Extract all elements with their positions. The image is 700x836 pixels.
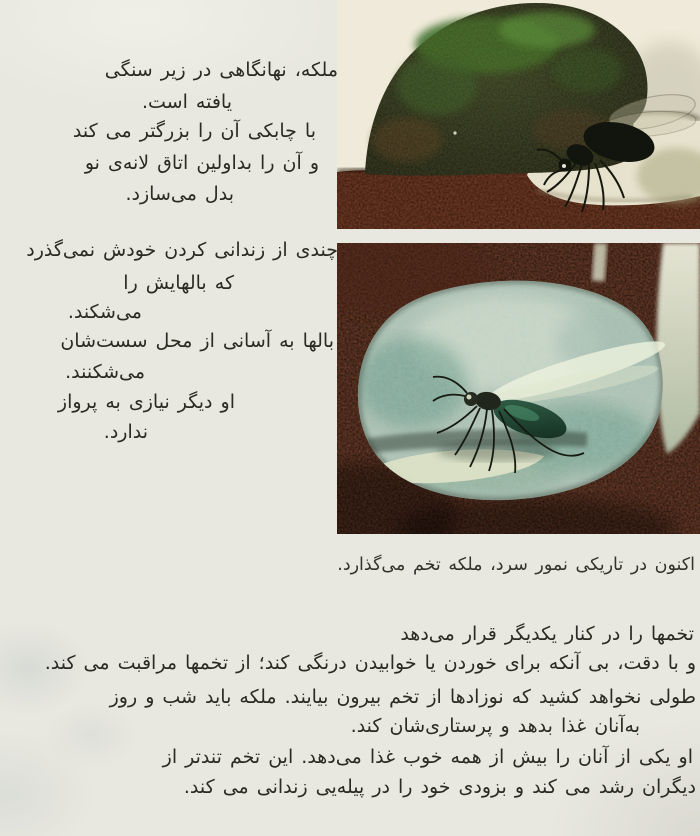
text-line: بالها به آسانی از محل سست‌شان [60, 330, 334, 352]
text-line: و آن را بداولین اتاق لانه‌ی نو [84, 152, 319, 174]
text-line: می‌شکنند. [65, 361, 145, 383]
light-shaft [657, 243, 700, 454]
illustration-underground-chamber [337, 243, 700, 534]
light-slit [592, 243, 608, 281]
text-line: او دیگر نیازی به پرواز [57, 391, 235, 413]
text-line: ملکه، نهانگاهی در زیر سنگی [104, 59, 338, 81]
text-line: با چابکی آن را بزرگتر می کند [72, 120, 316, 142]
text-line: می‌شکند. [67, 301, 142, 323]
text-line: یافته است. [141, 91, 232, 113]
text-line: تخمها را در کنار یکدیگر قرار می‌دهد [400, 623, 694, 645]
text-line: که بالهایش را [123, 272, 234, 294]
illustration-stone-hollow [337, 0, 700, 229]
text-line: دیگران رشد می کند و بزودی خود را در پیله‌یی زندانی می کند. [183, 776, 696, 798]
text-line: ندارد. [103, 421, 148, 443]
text-line: به‌آنان غذا بدهد و پرستاری‌شان کند. [350, 715, 640, 737]
image-caption: اکنون در تاریکی نمور سرد، ملکه تخم می‌گذارد. [337, 555, 695, 575]
text-line: بدل می‌سازد. [125, 183, 234, 205]
text-line: چندی از زندانی کردن خودش نمی‌گذرد [26, 239, 338, 261]
text-line: و با دقت، بی آنکه برای خوردن یا خوابیدن درنگی کند؛ از تخمها مراقبت می کند. [44, 652, 696, 674]
text-line: او یکی از آنان را بیش از همه خوب غذا می‌دهد. این تخم تندتر از [162, 746, 693, 768]
text-line: طولی نخواهد کشید که نوزادها از تخم بیرون بیایند. ملکه باید شب و روز [109, 686, 696, 708]
